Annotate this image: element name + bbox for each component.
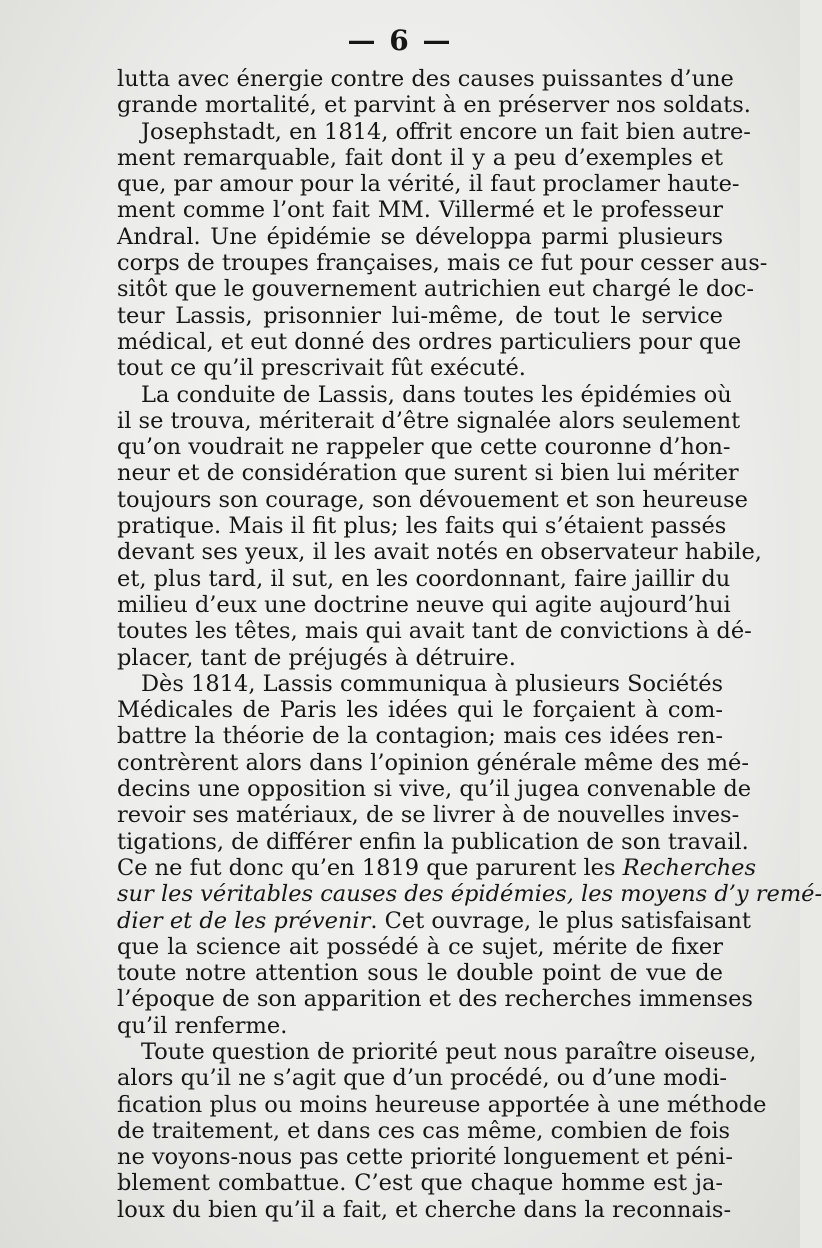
line-text: blement combattue. C’est que chaque homme est ja- <box>117 1170 723 1197</box>
line-text: médical, et eut donné des ordres particuliers pour que <box>117 328 742 355</box>
text-line <box>117 276 755 303</box>
line-text: revoir ses matériaux, de se livrer à de nouvelles inves- <box>117 802 740 829</box>
line-text: l’époque de son apparition et des recherches immenses <box>117 986 753 1013</box>
line-text: battre la théorie de la contagion; mais ces idées ren- <box>117 723 723 750</box>
text-line <box>117 881 822 908</box>
line-text: il se trouva, mériterait d’être signalée alors seulement <box>117 407 741 434</box>
line-text: lutta avec énergie contre des causes puissantes d’une <box>117 66 734 92</box>
line-text: Josephstadt, en 1814, offrit encore un fait bien autre- <box>141 118 751 145</box>
line-text: devant ses yeux, il les avait notés en observateur habile, <box>117 539 762 566</box>
line-text: qu’on voudrait ne rappeler que cette couronne d’hon- <box>117 434 731 461</box>
text-line <box>117 171 740 198</box>
line-text: corps de troupes françaises, mais ce fut pour cesser aus- <box>117 250 768 277</box>
line-text: Andral. Une épidémie se développa parmi plusieurs <box>117 223 723 250</box>
line-text: neur et de considération que surent si bien lui mériter <box>117 460 739 487</box>
text-line <box>117 776 752 803</box>
text-line <box>117 197 723 223</box>
line-text: ment remarquable, fait dont il y a peu d’exemples et <box>117 144 723 171</box>
line-text: Ce ne fut donc qu’en 1819 que parurent les <box>117 854 623 881</box>
line-text: loux du bien qu’il a fait, et cherche dans la reconnais- <box>117 1196 732 1223</box>
line-text: Toute question de priorité peut nous paraître oiseuse, <box>141 1038 757 1065</box>
text-line <box>117 1144 733 1171</box>
italic-title-fragment: dier et de les prévenir <box>117 907 371 934</box>
text-line <box>117 1065 728 1092</box>
text-line <box>117 460 739 487</box>
line-text: La conduite de Lassis, dans toutes les épidémies où <box>141 381 732 408</box>
text-line <box>117 92 751 119</box>
line-text: que, par amour pour la vérité, il faut proclamer haute- <box>117 171 740 198</box>
text-line <box>117 513 727 540</box>
text-line <box>117 1170 723 1196</box>
text-line <box>117 250 768 277</box>
italic-title-fragment: Recherches <box>622 854 757 881</box>
text-line <box>117 145 723 171</box>
line-text: sitôt que le gouvernement autrichien eut chargé le doc- <box>117 276 755 303</box>
text-line <box>117 434 731 461</box>
text-line <box>117 854 757 881</box>
body-text <box>117 66 822 1223</box>
line-text: teur Lassis, prisonnier lui-même, de tout le service <box>117 302 723 329</box>
text-line <box>117 1091 767 1118</box>
text-line <box>117 224 723 250</box>
line-text: pratique. Mais il fit plus; les faits qui s’étaient passés <box>117 513 727 540</box>
text-line <box>117 960 723 986</box>
text-line <box>117 645 723 671</box>
line-text: toutes les têtes, mais qui avait tant de convictions à dé- <box>117 618 752 645</box>
line-text: qu’il renferme. <box>117 1012 288 1039</box>
text-line <box>117 1013 723 1039</box>
line-text: ne voyons-nous pas cette priorité longuement et péni- <box>117 1144 733 1171</box>
text-line <box>117 355 723 381</box>
line-text: Dès 1814, Lassis communiqua à plusieurs Sociétés <box>141 670 724 697</box>
line-text: et, plus tard, il sut, en les coordonnant, faire jaillir du <box>117 565 731 592</box>
line-text: fication plus ou moins heureuse apportée à une méthode <box>117 1091 767 1118</box>
text-line <box>117 697 723 723</box>
text-line <box>117 565 731 592</box>
text-line <box>117 118 751 145</box>
text-line <box>117 618 752 645</box>
text-line <box>117 328 742 355</box>
line-text: tigations, de différer enfin la publication de son travail. <box>117 828 749 855</box>
text-line <box>117 407 741 434</box>
line-text: toujours son courage, son dévouement et son heureuse <box>117 486 748 513</box>
text-line <box>117 591 731 618</box>
page-number: — 6 — <box>347 24 453 57</box>
line-text: Médicales de Paris les idées qui le forçaient à com- <box>117 697 723 724</box>
line-text: que la science ait possédé à ce sujet, mérite de fixer <box>117 933 723 960</box>
text-line <box>117 486 748 513</box>
text-line <box>117 749 749 776</box>
text-line <box>117 303 723 329</box>
text-line <box>117 1038 757 1065</box>
line-text: de traitement, et dans ces cas même, combien de fois <box>117 1117 731 1144</box>
text-line <box>117 907 751 934</box>
line-text: grande mortalité, et parvint à en préserver nos soldats. <box>117 92 751 119</box>
text-line <box>117 723 723 749</box>
line-text: milieu d’eux une doctrine neuve qui agite aujourd’hui <box>117 591 731 618</box>
text-line <box>117 66 734 92</box>
line-text: placer, tant de préjugés à détruire. <box>117 644 516 671</box>
text-line <box>117 1196 732 1223</box>
line-text: contrèrent alors dans l’opinion générale même des mé- <box>117 749 749 776</box>
text-line <box>117 934 723 960</box>
text-line <box>117 802 740 829</box>
text-line <box>117 1117 731 1144</box>
text-line <box>117 828 749 855</box>
text-line <box>117 986 753 1013</box>
text-line <box>117 671 723 697</box>
line-text: alors qu’il ne s’agit que d’un procédé, ou d’une modi- <box>117 1065 728 1092</box>
line-text: ment comme l’ont fait MM. Villermé et le professeur <box>117 197 723 224</box>
line-text: tout ce qu’il prescrivait fût exécuté. <box>117 355 526 382</box>
italic-title-fragment: sur les véritables causes des épidémies, les moyens d’y remé- <box>117 881 822 908</box>
line-text: . Cet ouvrage, le plus satisfaisant <box>370 907 751 934</box>
line-text: toute notre attention sous le double point de vue de <box>117 960 723 987</box>
text-line <box>117 539 762 566</box>
text-line <box>117 381 732 408</box>
line-text: decins une opposition si vive, qu’il jugea convenable de <box>117 776 752 803</box>
